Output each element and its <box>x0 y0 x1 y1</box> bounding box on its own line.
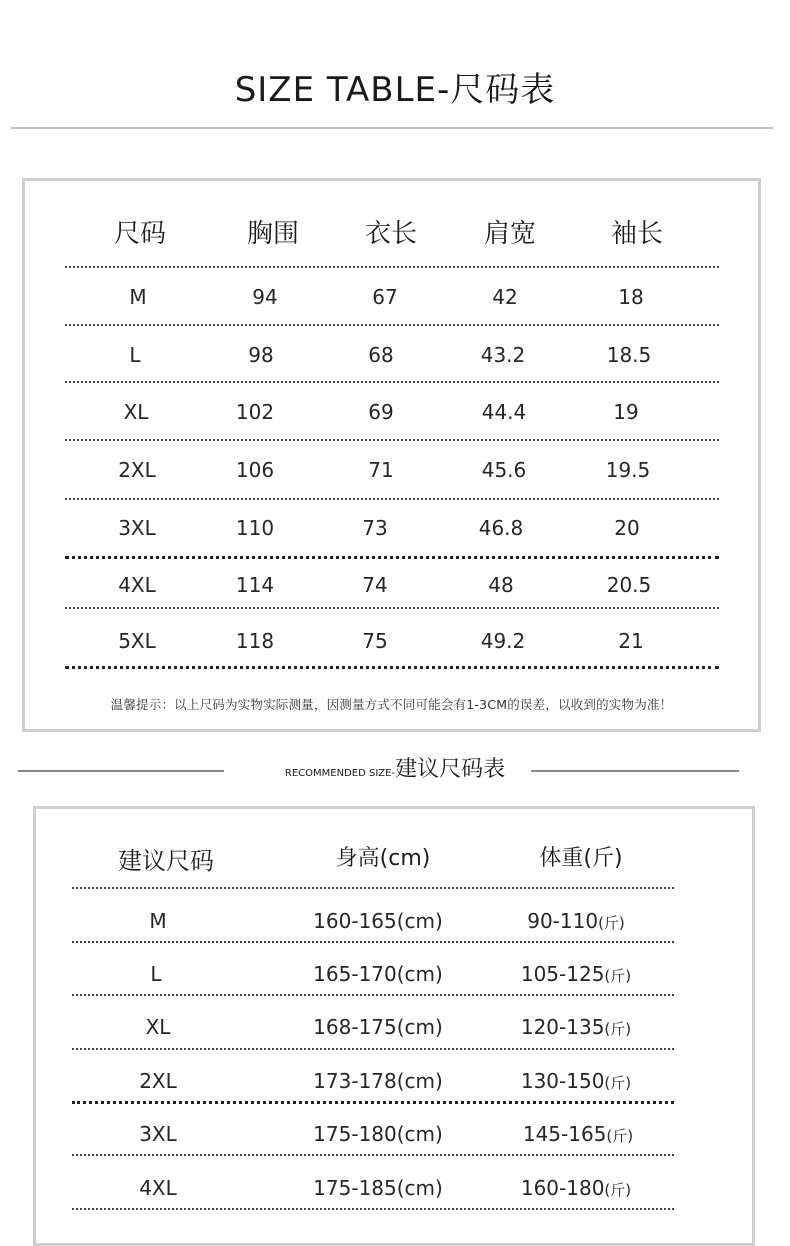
row-divider <box>72 1048 674 1050</box>
cell-height: 175-185(cm) <box>313 1176 443 1200</box>
cell-chest: 106 <box>235 458 275 482</box>
cell-size: 2XL <box>118 458 156 482</box>
row-divider <box>65 324 719 326</box>
page-title: SIZE TABLE-尺码表 <box>234 70 556 110</box>
cell-size: M <box>149 909 167 933</box>
cell-shoulder: 42 <box>492 285 518 309</box>
row-divider <box>72 887 674 889</box>
cell-size: L <box>150 962 162 986</box>
recommended-table <box>33 806 755 1246</box>
row-divider <box>72 941 674 943</box>
cell-size: 3XL <box>118 516 156 540</box>
header-weight: 体重(斤) <box>539 846 623 871</box>
cell-sleeve: 19.5 <box>605 458 651 482</box>
row-divider <box>65 439 719 441</box>
recommended-title-cn: 建议尺码表 <box>395 757 506 782</box>
cell-shoulder: 43.2 <box>480 343 526 367</box>
cell-shoulder: 48 <box>488 573 514 597</box>
cell-size: XL <box>123 400 149 424</box>
cell-size: 4XL <box>118 573 156 597</box>
cell-size: 5XL <box>118 629 156 653</box>
row-divider <box>65 556 719 559</box>
header-chest: 胸围 <box>246 219 300 249</box>
row-divider <box>72 1101 674 1104</box>
cell-weight: 105-125(斤) <box>520 962 632 986</box>
cell-length: 69 <box>368 400 394 424</box>
cell-length: 74 <box>362 573 388 597</box>
cell-length: 68 <box>368 343 394 367</box>
subtitle-line-right <box>531 770 739 772</box>
cell-sleeve: 18 <box>618 285 644 309</box>
cell-height: 165-170(cm) <box>313 962 443 986</box>
cell-length: 67 <box>372 285 398 309</box>
cell-size: M <box>129 285 147 309</box>
row-divider <box>65 498 719 500</box>
row-divider <box>65 666 719 669</box>
cell-sleeve: 19 <box>613 400 639 424</box>
cell-weight: 120-135(斤) <box>520 1015 632 1039</box>
header-shoulder: 肩宽 <box>483 219 537 249</box>
cell-height: 175-180(cm) <box>313 1122 443 1146</box>
cell-size: L <box>129 343 141 367</box>
header-height: 身高(cm) <box>335 846 431 871</box>
cell-length: 75 <box>362 629 388 653</box>
cell-chest: 110 <box>235 516 275 540</box>
row-divider <box>72 1208 674 1210</box>
cell-weight: 160-180(斤) <box>520 1176 632 1200</box>
row-divider <box>65 266 719 268</box>
header-length: 衣长 <box>364 219 418 249</box>
cell-weight: 130-150(斤) <box>520 1069 632 1093</box>
cell-length: 73 <box>362 516 388 540</box>
header-recommended-size: 建议尺码 <box>118 847 214 875</box>
cell-size: 2XL <box>139 1069 177 1093</box>
cell-height: 168-175(cm) <box>313 1015 443 1039</box>
cell-chest: 102 <box>235 400 275 424</box>
recommended-title-en: RECOMMENDED SIZE- <box>284 768 396 779</box>
cell-height: 173-178(cm) <box>313 1069 443 1093</box>
row-divider <box>72 994 674 996</box>
cell-size: 3XL <box>139 1122 177 1146</box>
cell-chest: 94 <box>252 285 278 309</box>
cell-weight: 145-165(斤) <box>522 1122 634 1146</box>
title-divider <box>11 127 773 129</box>
cell-chest: 114 <box>235 573 275 597</box>
cell-weight: 90-110(斤) <box>527 909 625 933</box>
cell-height: 160-165(cm) <box>313 909 443 933</box>
row-divider <box>72 1154 674 1156</box>
cell-length: 71 <box>368 458 394 482</box>
cell-shoulder: 46.8 <box>478 516 524 540</box>
cell-sleeve: 20 <box>614 516 640 540</box>
cell-sleeve: 21 <box>618 629 644 653</box>
row-divider <box>65 381 719 383</box>
header-size: 尺码 <box>113 219 167 249</box>
header-sleeve: 袖长 <box>610 219 664 249</box>
cell-sleeve: 20.5 <box>606 573 652 597</box>
row-divider <box>65 607 719 609</box>
cell-shoulder: 44.4 <box>481 400 527 424</box>
cell-size: 4XL <box>139 1176 177 1200</box>
measurement-note: 温馨提示：以上尺码为实物实际测量，因测量方式不同可能会有1-3CM的误差，以收到的实物为准！ <box>110 697 673 712</box>
cell-chest: 98 <box>248 343 274 367</box>
cell-chest: 118 <box>235 629 275 653</box>
cell-size: XL <box>145 1015 171 1039</box>
cell-shoulder: 49.2 <box>480 629 526 653</box>
size-table <box>22 178 761 732</box>
cell-shoulder: 45.6 <box>481 458 527 482</box>
cell-sleeve: 18.5 <box>606 343 652 367</box>
recommended-title <box>0 752 790 782</box>
